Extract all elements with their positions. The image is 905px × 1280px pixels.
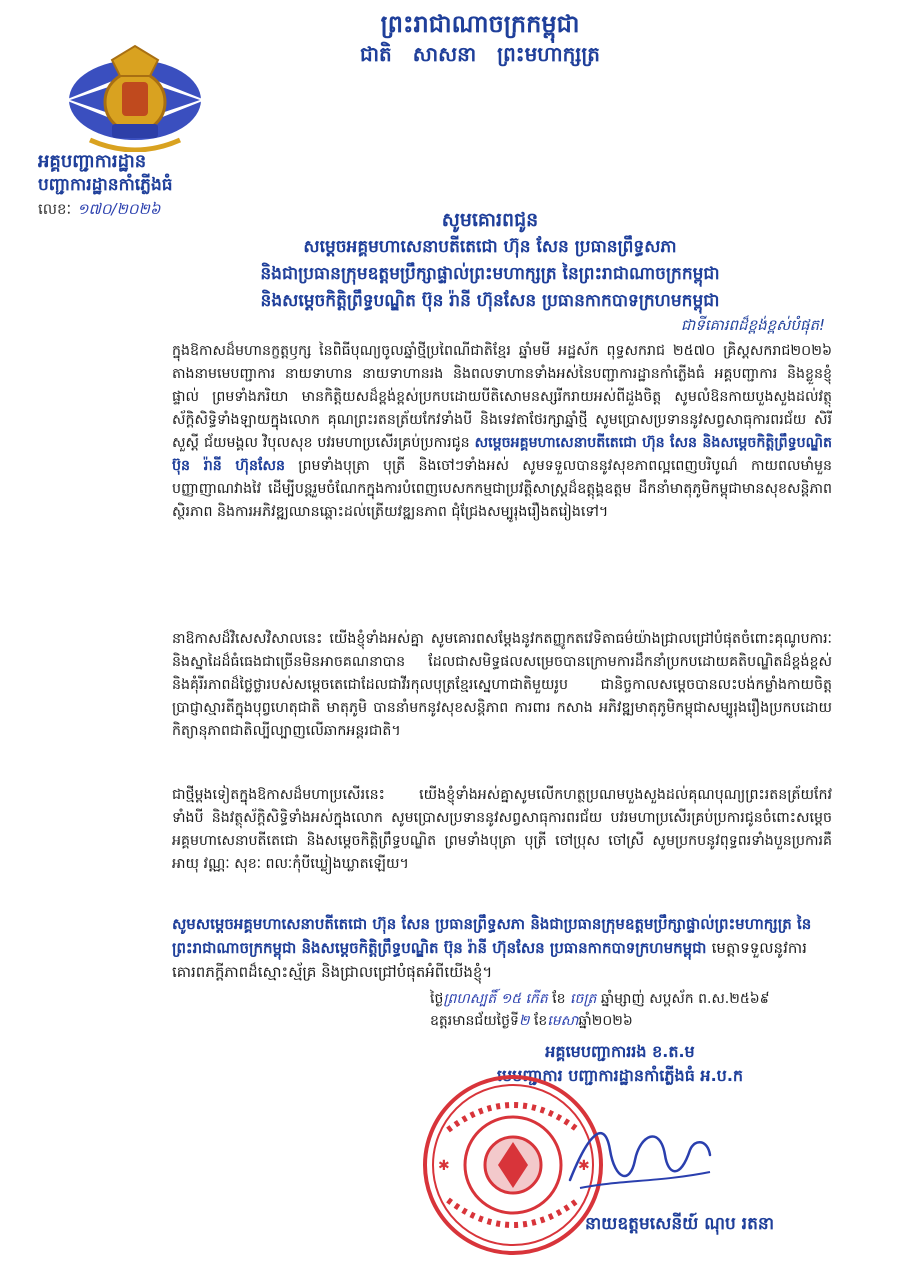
lunar-month-label: ខែ xyxy=(552,991,566,1007)
lunar-prefix: ថ្ងៃ xyxy=(430,991,444,1007)
army-crest-icon xyxy=(60,42,210,152)
kingdom-header xyxy=(330,8,630,68)
sender-department xyxy=(38,150,173,196)
salutation: ជាទីគោរពដ៏ខ្ពង់ខ្ពស់បំផុត! xyxy=(680,316,825,334)
sender-line1: អគ្គបញ្ជាការដ្ឋាន xyxy=(38,151,147,172)
solar-prefix: ឧត្តរមានជ័យថ្ងៃទី xyxy=(430,1013,519,1029)
solar-month: មេសា xyxy=(547,1013,579,1029)
kingdom-title: ព្រះរាជាណាចក្រកម្ពុជា xyxy=(380,10,580,38)
recipient-block xyxy=(160,206,820,315)
signer-name: នាយឧត្តមសេនីយ៍ ណុប រតនា xyxy=(585,1214,775,1234)
paragraph-1a: ក្នុងឱកាសដ៏មហានក្ខត្តឫក្ស នៃពិធីបុណ្យចូលឆ្នាំថ្មីប្រពៃណីជាតិខ្មែរ ឆ្នាំមមី អដ្ឋស័ក ពុទ្ធសករាជ ២៥៧០ គ្រិស្តសករាជ២០២៦ តាងនាមមេបញ្ជាការ នាយទាហាន នាយទាហានរង និងពលទាហានទាំងអស់នៃបញ្ជាការដ្ឋានកាំភ្លើងធំ អគ្គបញ្ជាការ និងខ្លួនខ្ញុំផ្ទាល់ ព្រមទាំងភរិយា មានកិត្តិយសដ៏ខ្ពង់ខ្ពស់ប្រកបដោយបីតិសោមនស្សរីករាយអស់ពីដួងចិត្ត សូមលំឱនកាយបួងសួងដល់វត្ថុស័ក្តិសិទ្ធិទាំងឡាយក្នុងលោក គុណព្រះរតនត្រ័យកែវទាំងបី និងទេវតាថែរក្សាឆ្នាំថ្មី សូមប្រោសប្រទាននូវសព្វសាធុការពរជ័យ សិរីសួស្តី ជ័យមង្គល វិបុលសុខ បវរមហាប្រសើរគ្រប់ប្រការជូន xyxy=(172,343,832,451)
paragraph-1-highlight: សម្តេចអគ្គមហាសេនាបតីតេជោ ហ៊ុន សែន និងសម្តេចកិត្តិព្រឹទ្ធបណ្ឌិត ប៊ុន រ៉ានី ហ៊ុនសែន xyxy=(172,435,832,474)
handwritten-signature-icon xyxy=(560,1110,720,1200)
svg-text:✱: ✱ xyxy=(578,1158,590,1174)
national-motto: ជាតិ សាសនា ព្រះមហាក្សត្រ xyxy=(360,42,600,66)
paragraph-4-tail: មេត្តាទទួលនូវការគោរពភក្តីភាពដ៏ស្មោះស្ម័គ្រ និងជ្រាលជ្រៅបំផុតអំពីយើងខ្ញុំ។ xyxy=(172,939,807,981)
lunar-date xyxy=(430,988,810,1010)
reference-number xyxy=(38,200,160,222)
signer-title-2: មេបញ្ជាការ បញ្ជាការដ្ឋានកាំភ្លើងធំ អ.ប.ក xyxy=(496,1066,744,1085)
svg-text:✱: ✱ xyxy=(438,1158,450,1174)
solar-day: ២ xyxy=(518,1013,530,1029)
date-block xyxy=(430,988,810,1032)
recipient-title: សូមគោរពជូន xyxy=(441,209,539,231)
paragraph-3: ជាថ្មីម្តងទៀតក្នុងឱកាសដ៏មហាប្រសើរនេះ យើងខ្ញុំទាំងអស់គ្នាសូមលើកហត្ថប្រណមបួងសួងដល់គុណបុណ្យព្រះរតនត្រ័យកែវទាំងបី និងវត្ថុស័ក្តិសិទ្ធិទាំងអស់ក្នុងលោក សូមប្រោសប្រទាននូវសព្វសាធុការពរជ័យ បវរមហាប្រសើរគ្រប់ប្រការជូនចំពោះសម្តេចអគ្គមហាសេនាបតីតេជោ និងសម្តេចកិត្តិព្រឹទ្ធបណ្ឌិត ព្រមទាំងបុត្រា បុត្រី ចៅប្រុស ចៅស្រី សូមប្រកបនូវពុទ្ធពរទាំងបួនប្រការគឺ អាយុ វណ្ណៈ សុខៈ ពលៈកុំបីឃ្លៀងឃ្លាតឡើយ។ xyxy=(172,787,832,872)
recipient-line2: និងជាប្រធានក្រុមឧត្តមប្រឹក្សាផ្ទាល់ព្រះមហាក្សត្រ នៃព្រះរាជាណាចក្រកម្ពុជា xyxy=(260,264,720,284)
paragraph-4-highlight: សូមសម្តេចអគ្គមហាសេនាបតីតេជោ ហ៊ុន សែន ប្រធានព្រឹទ្ធសភា និងជាប្រធានក្រុមឧត្តមប្រឹក្សាផ្ទាល់ព្រះមហាក្សត្រ នៃព្រះរាជាណាចក្រកម្ពុជា និងសម្តេចកិត្តិព្រឹទ្ធបណ្ឌិត ប៊ុន រ៉ានី ហ៊ុនសែន ប្រធានកាកបាទក្រហមកម្ពុជា xyxy=(172,915,812,957)
lunar-day: ព្រហស្បតិ៍ ១៥ កើត xyxy=(443,991,548,1007)
solar-date xyxy=(430,1010,810,1032)
sender-line2: បញ្ជាការដ្ឋានកាំភ្លើងធំ xyxy=(38,175,173,195)
ref-label: លេខៈ xyxy=(38,200,72,218)
recipient-line3: និងសម្តេចកិត្តិព្រឹទ្ធបណ្ឌិត ប៊ុន រ៉ានី ហ៊ុនសែន ប្រធានកាកបាទក្រហមកម្ពុជា xyxy=(260,291,720,311)
solar-month-label: ខែ xyxy=(533,1013,548,1029)
solar-year: ឆ្នាំ២០២៦ xyxy=(578,1013,633,1029)
signer-title-1: អគ្គមេបញ្ជាការរង ខ.ត.ម xyxy=(545,1042,695,1061)
paragraph-2: នាឱកាសដ៏វិសេសវិសាលនេះ យើងខ្ញុំទាំងអស់គ្នា សូមគោរពសម្តែងនូវកតញ្ញូកតវេទិតាធម៌យ៉ាងជ្រាលជ្រៅបំផុតចំពោះគុណូបការៈ និងស្នាដៃដ៏ធំធេងជាច្រើនមិនអាចគណនាបាន ដែលជាសមិទ្ធផលសម្រេចបានក្រោមការដឹកនាំប្រកបដោយគតិបណ្ឌិតដ៏ខ្ពង់ខ្ពស់ និងគុំរីរភាពដ៏ថ្លៃថ្លារបស់សម្តេចតេជោដែលជាវីរកុលបុត្រខ្មែរស្នេហាជាតិមួយរូប ជានិច្ចកាលសម្តេចបានលះបង់កម្លាំងកាយចិត្ត ប្រាជ្ញាស្មារតីក្នុងបុព្វហេតុជាតិ មាតុភូមិ បាននាំមកនូវសុខសន្តិភាព ការពារ កសាង អភិវឌ្ឍមាតុភូមិកម្ពុជាសម្បូរុងរឿងប្រកបដោយកិត្យានុភាពជាតិល្បីល្បាញលើឆាកអន្តរជាតិ។ xyxy=(172,631,832,739)
recipient-line1: សម្តេចអគ្គមហាសេនាបតីតេជោ ហ៊ុន សែន ប្រធានព្រឹទ្ធសភា xyxy=(303,237,677,257)
ref-value: ១៧០/២០២៦ xyxy=(77,200,161,218)
lunar-year: ឆ្នាំម្សាញ់ សប្តស័ក ព.ស.២៥៦៩ xyxy=(600,991,770,1007)
paragraph-1 xyxy=(172,340,832,524)
paragraph-4 xyxy=(172,912,832,984)
paragraph-1b: ព្រមទាំងបុត្រា បុត្រី និងចៅៗទាំងអស់ សូមទទួលបាននូវសុខភាពល្អពេញបរិបូណ៌ កាយពលមាំមួន បញ្ញាញាណវាងវៃ ដើម្បីបន្តរួមចំណែកក្នុងការបំពេញបេសកកម្មជាប្រវត្តិសាស្ត្រដ៏ឧត្តុង្គឧត្តម ដឹកនាំមាតុភូមិកម្ពុជាមានសុខសន្តិភាព ស្ថិរភាព និងការអភិវឌ្ឍឈានឆ្ពោះដល់ត្រើយវឌ្ឍនភាព ជុំជ្រែងសម្បូរុងរឿងតរៀងទៅ។ xyxy=(172,458,833,520)
lunar-month: ចេត្រ xyxy=(570,991,597,1007)
